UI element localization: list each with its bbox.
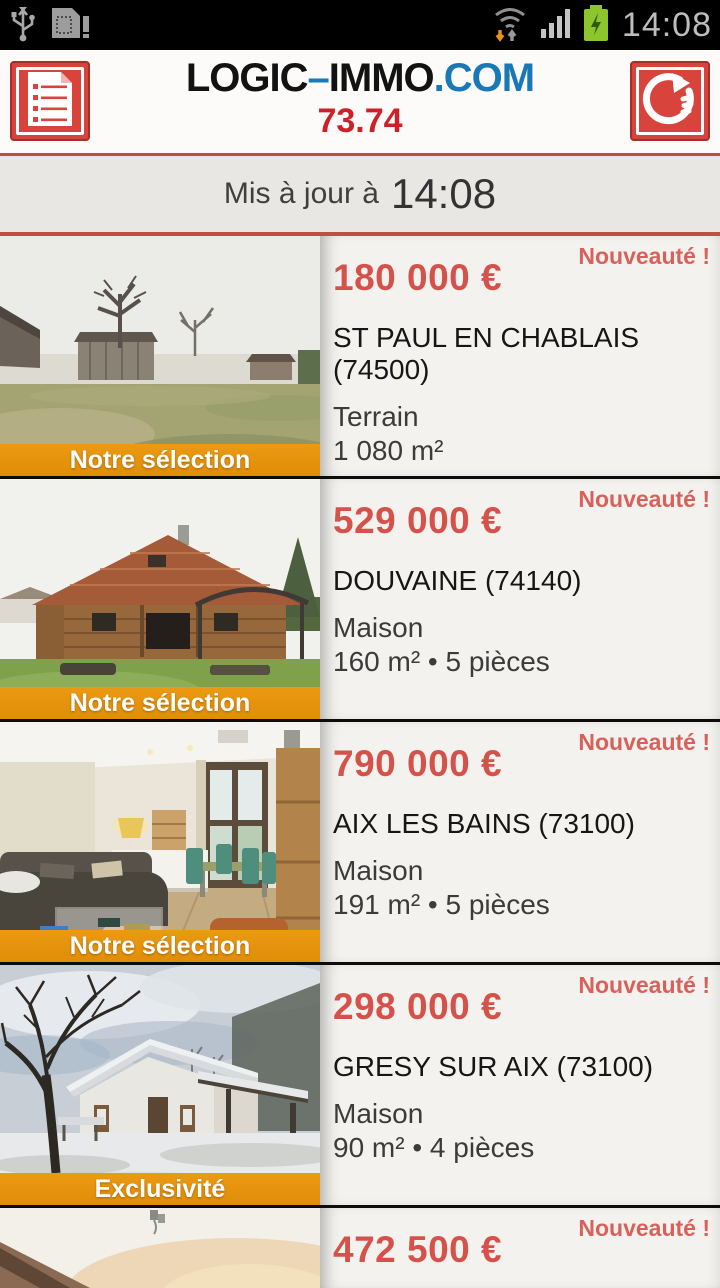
listing-price: 529 000 € bbox=[333, 500, 503, 541]
listing-banner: Exclusivité bbox=[0, 1173, 320, 1205]
new-badge: Nouveauté ! bbox=[578, 486, 710, 512]
sim-card-icon bbox=[48, 4, 92, 47]
brand-suffix: .COM bbox=[433, 56, 535, 100]
brand-part1: LOGIC bbox=[185, 56, 308, 100]
new-badge: Nouveauté ! bbox=[578, 1215, 710, 1241]
listing-photo bbox=[0, 236, 320, 476]
brand-part2: IMMO bbox=[328, 56, 434, 100]
listing-details: 1 080 m² bbox=[333, 434, 444, 466]
listing-card[interactable] bbox=[0, 722, 720, 962]
brand-department: 73.74 bbox=[317, 102, 403, 140]
listing-price: 298 000 € bbox=[333, 986, 503, 1027]
listing-info bbox=[320, 1208, 720, 1288]
refresh-button[interactable] bbox=[630, 61, 710, 141]
wifi-activity-icon bbox=[488, 3, 532, 48]
listing-card[interactable] bbox=[0, 236, 720, 476]
listing-location: GRESY SUR AIX (73100) bbox=[333, 1050, 654, 1082]
new-badge: Nouveauté ! bbox=[578, 243, 710, 269]
listing-details: 90 m² • 4 pièces bbox=[333, 1131, 535, 1163]
status-clock: 14:08 bbox=[621, 5, 712, 44]
update-bar bbox=[0, 156, 720, 232]
signal-strength-icon bbox=[540, 5, 574, 46]
listing-info bbox=[320, 722, 720, 962]
battery-charging-icon bbox=[582, 3, 610, 48]
listing-price: 790 000 € bbox=[333, 743, 503, 784]
menu-button-frame bbox=[16, 67, 84, 135]
listing-details: 191 m² • 5 pièces bbox=[333, 888, 550, 920]
listing-details: 160 m² • 5 pièces bbox=[333, 645, 550, 677]
listing-photo bbox=[0, 479, 320, 719]
status-right-icons bbox=[488, 3, 712, 48]
listing-type: Maison bbox=[333, 1097, 424, 1129]
listing-info bbox=[320, 965, 720, 1205]
listing-photo bbox=[0, 965, 320, 1205]
refresh-button-frame bbox=[636, 67, 704, 135]
app-header bbox=[0, 50, 720, 153]
listing-location: DOUVAINE (74140) bbox=[333, 564, 582, 596]
status-left-icons bbox=[8, 4, 92, 47]
update-time: 14:08 bbox=[390, 170, 497, 217]
new-badge: Nouveauté ! bbox=[578, 972, 710, 998]
listing-banner: Notre sélection bbox=[0, 444, 320, 476]
brand-dash: – bbox=[307, 56, 329, 100]
listing-location: ST PAUL EN CHABLAIS (74500) bbox=[333, 321, 640, 385]
listing-card[interactable] bbox=[0, 965, 720, 1205]
brand-title bbox=[110, 58, 610, 138]
listing-card[interactable] bbox=[0, 479, 720, 719]
status-bar bbox=[0, 0, 720, 50]
listing-card[interactable] bbox=[0, 1208, 720, 1288]
listing-location: AIX LES BAINS (73100) bbox=[333, 807, 635, 839]
listing-type: Maison bbox=[333, 611, 424, 643]
listing-photo bbox=[0, 722, 320, 962]
new-badge: Nouveauté ! bbox=[578, 729, 710, 755]
listing-price: 472 500 € bbox=[333, 1229, 503, 1270]
listing-banner: Notre sélection bbox=[0, 930, 320, 962]
listing-info bbox=[320, 236, 720, 476]
listing-photo bbox=[0, 1208, 320, 1288]
usb-icon bbox=[8, 4, 38, 47]
listing-price: 180 000 € bbox=[333, 257, 503, 298]
listing-type: Terrain bbox=[333, 400, 419, 432]
update-label: Mis à jour à bbox=[223, 177, 379, 210]
menu-button[interactable] bbox=[10, 61, 90, 141]
listing-banner: Notre sélection bbox=[0, 687, 320, 719]
listing-type: Maison bbox=[333, 854, 424, 886]
listing-info bbox=[320, 479, 720, 719]
